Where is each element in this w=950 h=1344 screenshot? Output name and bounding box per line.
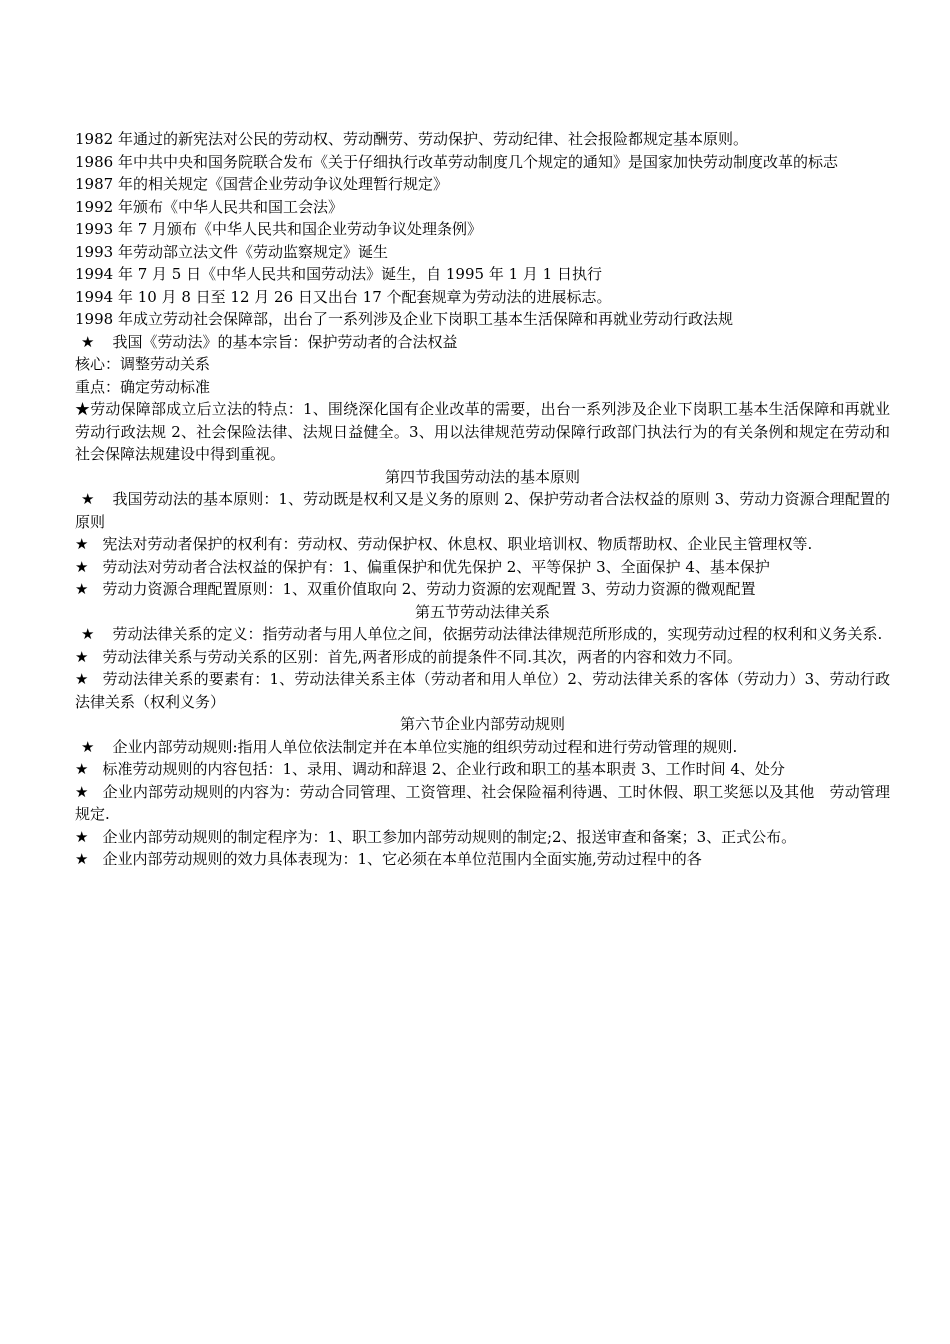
section6-item [75,848,890,871]
star-icon: ★ [75,535,89,553]
document-page [75,128,890,871]
section5-item [75,646,890,669]
history-line-1982: 1982 年通过的新宪法对公民的劳动权、劳动酬劳、劳动保护、劳动纪律、社会报险都规定基本原则。 [75,130,748,148]
section6-item-text: 企业内部劳动规则的制定程序为：1、职工参加内部劳动规则的制定;2、报送审查和备案；3、正式公布。 [102,827,797,846]
history-line-1994a: 1994 年 7 月 5 日《中华人民共和国劳动法》诞生，自 1995 年 1 月 1 日执行 [75,265,602,283]
star-icon: ★ [75,850,89,868]
history-line-1994b: 1994 年 10 月 8 日至 12 月 26 日又出台 17 个配套规章为劳动法的进展标志。 [75,287,612,306]
star-icon: ★ [75,647,89,666]
star-icon: ★ [75,580,89,598]
star-icon: ★ [81,737,95,756]
section4-title: 第四节我国劳动法的基本原则 [384,467,580,486]
section4-item [75,556,890,579]
focus-line: 重点：确定劳动标准 [75,377,211,396]
purpose-paragraph [75,331,890,354]
section6-item [75,736,890,759]
history-line-1986: 1986 年中共中央和国务院联合发布《关于仔细执行改革劳动制度几个规定的通知》是国家加快劳动制度改革的标志 [75,152,838,171]
purpose-text: 我国《劳动法》的基本宗旨：保护劳动者的合法权益 [112,332,458,351]
section6-item [75,826,890,849]
section4-item-text: 宪法对劳动者保护的权利有：劳动权、劳动保护权、休息权、职业培训权、物质帮助权、企业民主管理权等. [102,535,813,553]
history-line-1987: 1987 年的相关规定《国营企业劳动争议处理暂行规定》 [75,175,448,193]
section4-item-text: 劳动法对劳动者合法权益的保护有：1、偏重保护和优先保护 2、平等保护 3、全面保护 4、基本保护 [102,557,770,576]
features-paragraph: ★劳动保障部成立后立法的特点：1、围绕深化国有企业改革的需要，出台一系列涉及企业下岗职工基本生活保障和再就业劳动行政法规 2、社会保险法律、法规日益健全。3、用以法律规范劳动保障行政部门执法行为的有关条例和规定在劳动和社会保障法规建设中得到重视。 [75,400,890,463]
section4-item [75,533,890,556]
section5-title: 第五节劳动法律关系 [414,602,550,621]
star-icon: ★ [75,760,89,778]
star-icon: ★ [75,670,89,688]
star-icon: ★ [75,557,89,576]
section4-item-text: 我国劳动法的基本原则：1、劳动既是权利又是义务的原则 2、保护劳动者合法权益的原则 3、劳动力资源合理配置的原则 [75,490,890,531]
star-icon: ★ [75,782,89,801]
history-line-1993b: 1993 年劳动部立法文件《劳动监察规定》诞生 [75,242,388,261]
star-icon: ★ [81,490,95,508]
section6-item-text: 企业内部劳动规则:指用人单位依法制定并在本单位实施的组织劳动过程和进行劳动管理的规则. [112,737,738,756]
star-icon: ★ [81,332,95,351]
section6-item [75,781,890,826]
history-line-1998: 1998 年成立劳动社会保障部，出台了一系列涉及企业下岗职工基本生活保障和再就业劳动行政法规 [75,310,733,328]
history-line-1992: 1992 年颁布《中华人民共和国工会法》 [75,197,343,216]
section6-title: 第六节企业内部劳动规则 [399,715,565,733]
star-icon: ★ [81,625,95,643]
section6-item-text: 标准劳动规则的内容包括：1、录用、调动和辞退 2、企业行政和职工的基本职责 3、工作时间 4、处分 [102,760,785,778]
section5-item-text: 劳动法律关系的定义：指劳动者与用人单位之间，依据劳动法律法律规范所形成的，实现劳动过程的权利和义务关系. [112,625,883,643]
section4-item [75,488,890,533]
core-line: 核心：调整劳动关系 [75,355,211,373]
section5-item-text: 劳动法律关系与劳动关系的区别：首先,两者形成的前提条件不同.其次，两者的内容和效力不同。 [102,647,742,666]
section6-item-text: 企业内部劳动规则的内容为：劳动合同管理、工资管理、社会保险福利待遇、工时休假、职工奖惩以及其他 劳动管理规定. [75,782,890,823]
section6-item-text: 企业内部劳动规则的效力具体表现为：1、它必须在本单位范围内全面实施,劳动过程中的各 [102,850,702,868]
section4-item-text: 劳动力资源合理配置原则：1、双重价值取向 2、劳动力资源的宏观配置 3、劳动力资源的微观配置 [102,580,756,598]
section5-item [75,623,890,646]
history-line-1993a: 1993 年 7 月颁布《中华人民共和国企业劳动争议处理条例》 [75,220,483,238]
section5-item-text: 劳动法律关系的要素有：1、劳动法律关系主体（劳动者和用人单位）2、劳动法律关系的客体（劳动力）3、劳动行政法律关系（权利义务） [75,670,890,711]
section6-item [75,758,890,781]
section4-item [75,578,890,601]
section5-item [75,668,890,713]
star-icon: ★ [75,827,89,846]
